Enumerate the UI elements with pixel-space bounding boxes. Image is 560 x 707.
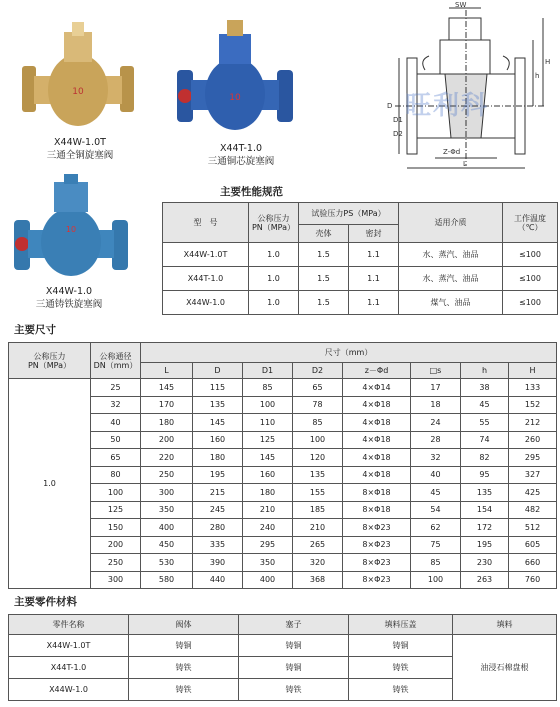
cell: 40	[91, 414, 141, 432]
cell: 425	[509, 484, 557, 502]
table-row	[9, 396, 557, 414]
product-name: 三通铸铁旋塞阀	[35, 299, 103, 310]
cell: 265	[293, 536, 343, 554]
cell: 62	[411, 519, 461, 537]
cell: 135	[193, 396, 243, 414]
cell: 245	[193, 501, 243, 519]
cell: 100	[91, 484, 141, 502]
cell: 220	[141, 449, 193, 467]
product-photo-2	[175, 18, 295, 134]
dim-label-d: D	[387, 102, 393, 110]
table-row	[9, 536, 557, 554]
mat-title: 主要零件材料	[14, 596, 77, 608]
cell: 55	[461, 414, 509, 432]
cell: 100	[411, 571, 461, 589]
cell: 4×Φ18	[343, 466, 411, 484]
perf-h-test: 试验压力PS（MPa）	[299, 203, 399, 225]
table-row	[9, 519, 557, 537]
dim-label-h: H	[545, 58, 551, 66]
cell: 8×Φ18	[343, 484, 411, 502]
cell: 320	[293, 554, 343, 572]
cell: 185	[293, 501, 343, 519]
perf-table	[162, 202, 558, 315]
product-caption-1	[18, 136, 142, 162]
cell: 450	[141, 536, 193, 554]
cell: 铸铜	[129, 635, 239, 657]
table-row	[9, 501, 557, 519]
cell: 110	[243, 414, 293, 432]
cell: 17	[411, 379, 461, 397]
cell: 335	[193, 536, 243, 554]
product-photo-1	[18, 20, 138, 132]
cell: 18	[411, 396, 461, 414]
cell: X44W-1.0T	[163, 243, 249, 267]
perf-h-model: 型 号	[163, 203, 249, 243]
cell: 45	[411, 484, 461, 502]
table-row	[9, 484, 557, 502]
perf-title: 主要性能规范	[220, 186, 283, 198]
cell: 铸铁	[349, 679, 453, 701]
cell: 40	[411, 466, 461, 484]
cell: 8×Φ23	[343, 519, 411, 537]
watermark: 旺利科	[405, 91, 490, 121]
dims-col: D1	[243, 363, 293, 379]
perf-h-seal: 密封	[349, 225, 399, 243]
dims-h-dn: 公称通径 DN（mm）	[91, 343, 141, 379]
cell: 212	[509, 414, 557, 432]
cell: 100	[243, 396, 293, 414]
cell: 327	[509, 466, 557, 484]
cell: 120	[293, 449, 343, 467]
cell: 煤气、油品	[399, 291, 503, 315]
cell: 180	[141, 414, 193, 432]
cell: 4×Φ18	[343, 431, 411, 449]
product-model: X44T-1.0	[219, 143, 263, 154]
perf-h-pn: 公称压力 PN（MPa）	[249, 203, 299, 243]
dims-col: H	[509, 363, 557, 379]
cell: 250	[141, 466, 193, 484]
cell: 605	[509, 536, 557, 554]
cell: 300	[91, 571, 141, 589]
cell: 4×Φ18	[343, 449, 411, 467]
cell: ≤100	[503, 267, 558, 291]
cell: 512	[509, 519, 557, 537]
cell: 8×Φ18	[343, 501, 411, 519]
cell: 1.0	[249, 267, 299, 291]
cell: 45	[461, 396, 509, 414]
product-name: 三通铜芯旋塞阀	[207, 156, 275, 167]
product-caption-2	[185, 142, 297, 168]
mat-h: 填料	[453, 615, 557, 635]
cell: 4×Φ18	[343, 396, 411, 414]
cell: 152	[509, 396, 557, 414]
cell: 230	[461, 554, 509, 572]
table-row	[9, 635, 557, 657]
mat-h: 填料压盖	[349, 615, 453, 635]
cell: 8×Φ23	[343, 554, 411, 572]
dims-title: 主要尺寸	[14, 324, 56, 336]
product-name: 三通全铜旋塞阀	[46, 150, 114, 161]
cell: 8×Φ23	[343, 571, 411, 589]
cell: 200	[91, 536, 141, 554]
table-row	[163, 291, 558, 315]
cell: 74	[461, 431, 509, 449]
table-row	[9, 449, 557, 467]
cell: 85	[243, 379, 293, 397]
cell: 280	[193, 519, 243, 537]
cell: X44W-1.0	[163, 291, 249, 315]
dims-col: L	[141, 363, 193, 379]
cell: 1.1	[349, 291, 399, 315]
cell: 400	[141, 519, 193, 537]
cell: X44W-1.0T	[9, 635, 129, 657]
table-row	[9, 466, 557, 484]
cell: 172	[461, 519, 509, 537]
product-model: X44W-1.0	[45, 286, 93, 297]
table-row	[9, 414, 557, 432]
cell: 1.1	[349, 267, 399, 291]
cell: 1.5	[299, 243, 349, 267]
cell: 300	[141, 484, 193, 502]
cell: 180	[243, 484, 293, 502]
dim-label-l: L	[463, 160, 467, 168]
product-photo-3	[12, 172, 130, 280]
cell: 8×Φ23	[343, 536, 411, 554]
cell: 95	[461, 466, 509, 484]
table-row	[9, 554, 557, 572]
cell: 铸铜	[239, 635, 349, 657]
dims-table	[8, 342, 557, 589]
cell: 195	[461, 536, 509, 554]
cell: 铸铜	[349, 635, 453, 657]
dims-col: D2	[293, 363, 343, 379]
mat-h: 塞子	[239, 615, 349, 635]
cell: 铸铁	[129, 679, 239, 701]
cell: 铸铁	[349, 657, 453, 679]
cell: 65	[293, 379, 343, 397]
cell: 160	[243, 466, 293, 484]
cell: 145	[141, 379, 193, 397]
table-row	[9, 571, 557, 589]
cell: 350	[141, 501, 193, 519]
cell: 4×Φ14	[343, 379, 411, 397]
cell: 25	[91, 379, 141, 397]
table-row	[9, 379, 557, 397]
mat-packing: 油浸石棉盘根	[453, 635, 557, 701]
cell: 100	[293, 431, 343, 449]
cell: 125	[243, 431, 293, 449]
dim-label-d2: D2	[393, 130, 403, 138]
cell: 115	[193, 379, 243, 397]
cell: 铸铜	[239, 657, 349, 679]
cell: 250	[91, 554, 141, 572]
perf-h-temp: 工作温度 （℃）	[503, 203, 558, 243]
cell: 295	[509, 449, 557, 467]
cell: 38	[461, 379, 509, 397]
cell: 75	[411, 536, 461, 554]
dim-label-zd: Z-Φd	[443, 148, 461, 156]
product-model: X44W-1.0T	[54, 137, 106, 148]
cell: 133	[509, 379, 557, 397]
svg-text:10: 10	[65, 225, 77, 234]
cell: 210	[243, 501, 293, 519]
cell: 铸铁	[129, 657, 239, 679]
dims-col: D	[193, 363, 243, 379]
cell: 1.5	[299, 291, 349, 315]
cell: 125	[91, 501, 141, 519]
cell: 400	[243, 571, 293, 589]
perf-h-shell: 壳体	[299, 225, 349, 243]
cell: 78	[293, 396, 343, 414]
mat-h: 零件名称	[9, 615, 129, 635]
cell: 200	[141, 431, 193, 449]
cell: 24	[411, 414, 461, 432]
dims-h-pn: 公称压力 PN（MPa）	[9, 343, 91, 379]
cell: 580	[141, 571, 193, 589]
cell: 154	[461, 501, 509, 519]
cell: 1.5	[299, 267, 349, 291]
cell: 65	[91, 449, 141, 467]
cell: 180	[193, 449, 243, 467]
cell: 50	[91, 431, 141, 449]
cell: 260	[509, 431, 557, 449]
cell: X44W-1.0	[9, 679, 129, 701]
cell: X44T-1.0	[163, 267, 249, 291]
cell: 240	[243, 519, 293, 537]
table-row	[163, 243, 558, 267]
cell: 150	[91, 519, 141, 537]
cell: X44T-1.0	[9, 657, 129, 679]
dim-label-d1: D1	[393, 116, 403, 124]
cell: 482	[509, 501, 557, 519]
mat-h: 阀体	[129, 615, 239, 635]
mat-table	[8, 614, 557, 701]
cell: 145	[193, 414, 243, 432]
cell: 350	[243, 554, 293, 572]
cell: 368	[293, 571, 343, 589]
cell: ≤100	[503, 243, 558, 267]
dim-label-h-small: h	[535, 72, 540, 80]
cell: 530	[141, 554, 193, 572]
cell: 水、蒸汽、油品	[399, 243, 503, 267]
cell: 215	[193, 484, 243, 502]
svg-text:10: 10	[72, 87, 84, 97]
cell: 760	[509, 571, 557, 589]
dims-col: z－Φd	[343, 363, 411, 379]
cell: 85	[411, 554, 461, 572]
cell: 660	[509, 554, 557, 572]
dims-col: □s	[411, 363, 461, 379]
cell: 170	[141, 396, 193, 414]
cell: 135	[293, 466, 343, 484]
dims-h-size: 尺寸（mm）	[141, 343, 557, 363]
product-caption-3	[14, 285, 124, 311]
cell: 295	[243, 536, 293, 554]
cell: 80	[91, 466, 141, 484]
cell: 1.0	[249, 243, 299, 267]
cell: 水、蒸汽、油品	[399, 267, 503, 291]
cell: 440	[193, 571, 243, 589]
cell: 210	[293, 519, 343, 537]
svg-text:10: 10	[229, 93, 241, 103]
cell: 390	[193, 554, 243, 572]
table-row	[163, 267, 558, 291]
sw-label: SW	[455, 1, 467, 9]
cell: 195	[193, 466, 243, 484]
cell: 32	[91, 396, 141, 414]
cell: 135	[461, 484, 509, 502]
cell: 54	[411, 501, 461, 519]
cell: 85	[293, 414, 343, 432]
cell: ≤100	[503, 291, 558, 315]
dims-pn-cell: 1.0	[9, 379, 91, 589]
cell: 4×Φ18	[343, 414, 411, 432]
cell: 82	[461, 449, 509, 467]
cell: 铸铁	[239, 679, 349, 701]
cell: 263	[461, 571, 509, 589]
cell: 32	[411, 449, 461, 467]
cell: 160	[193, 431, 243, 449]
cell: 155	[293, 484, 343, 502]
cell: 145	[243, 449, 293, 467]
table-row	[9, 431, 557, 449]
cell: 28	[411, 431, 461, 449]
perf-h-medium: 适用介质	[399, 203, 503, 243]
dims-col: h	[461, 363, 509, 379]
cell: 1.0	[249, 291, 299, 315]
cell: 1.1	[349, 243, 399, 267]
